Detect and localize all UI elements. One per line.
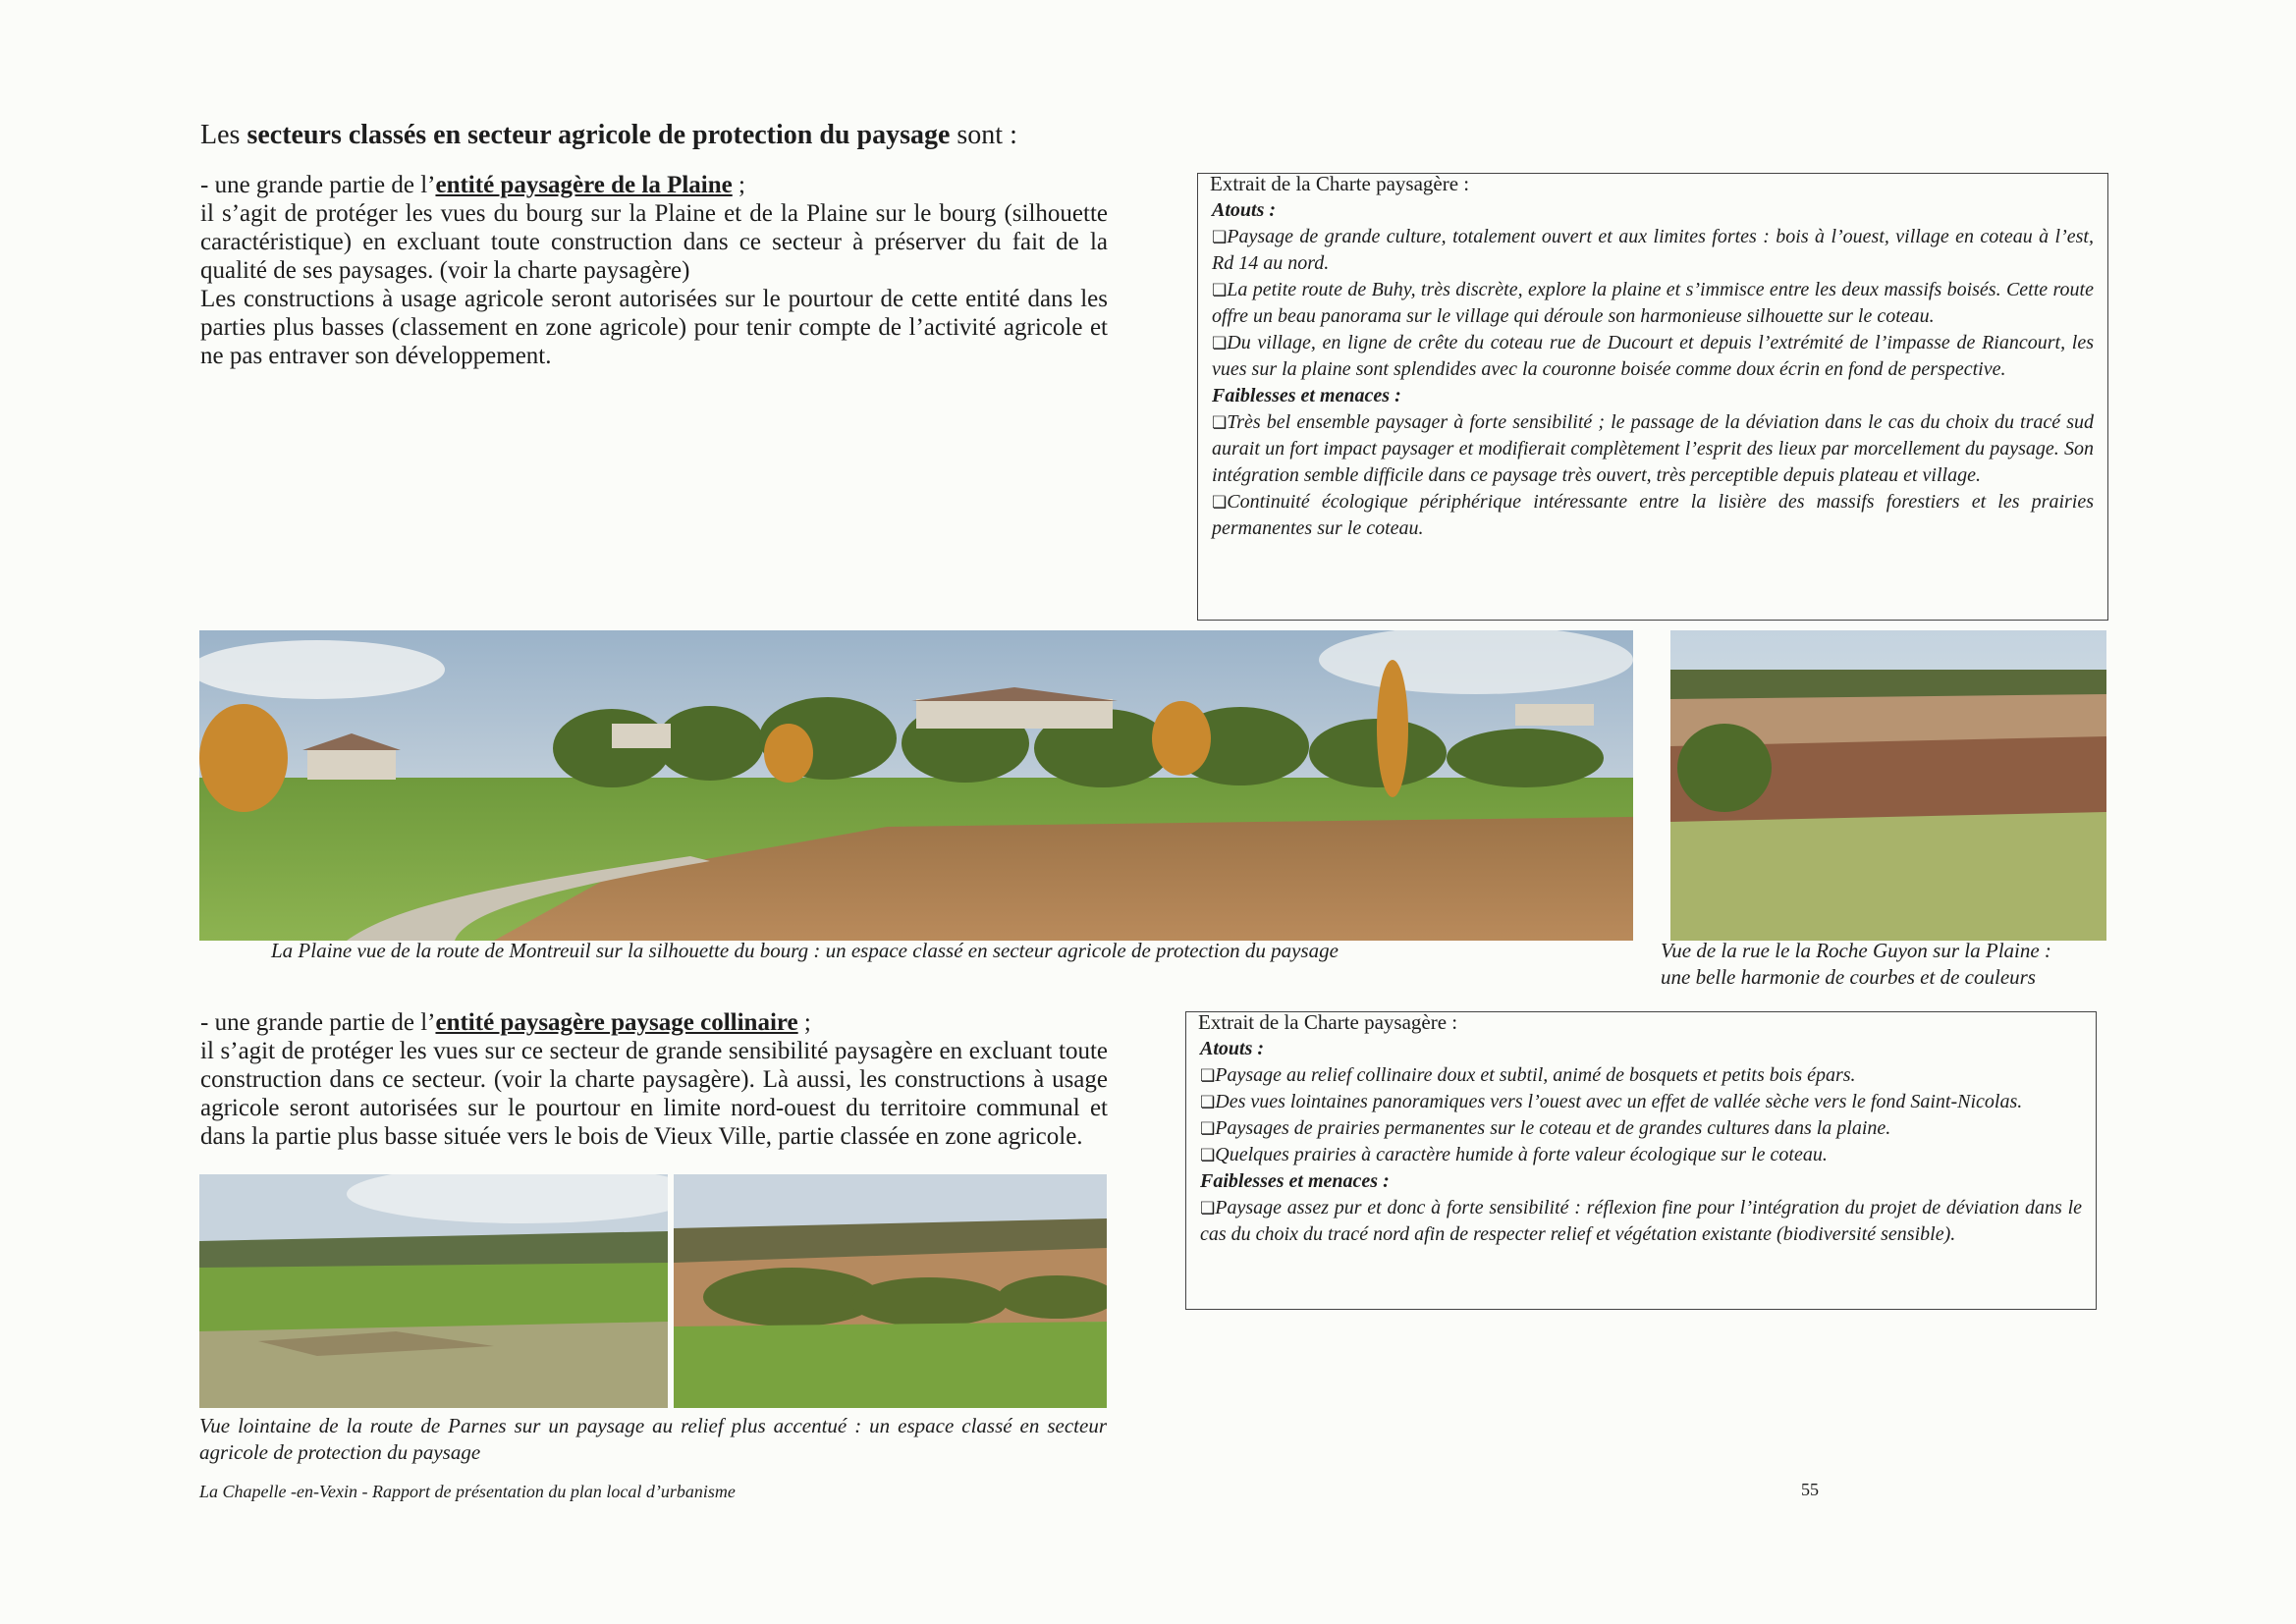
faiblesses-label: Faiblesses et menaces :: [1200, 1170, 1390, 1192]
atout-item: ❏ Paysage au relief collinaire doux et subtil, animé de bosquets et petits bois épars.: [1200, 1062, 2082, 1089]
atout-item: ❏ Paysage de grande culture, totalement ouvert et aux limites fortes : bois à l’ouest, village en coteau à l’est, Rd 14 au nord.: [1212, 224, 2094, 277]
section-collinaire-intro: - une grande partie de l’entité paysagère paysage collinaire ;: [200, 1009, 811, 1036]
entite-collinaire-link: entité paysagère paysage collinaire: [435, 1009, 798, 1036]
footer-document-title: La Chapelle -en-Vexin - Rapport de présentation du plan local d’urbanisme: [199, 1482, 736, 1501]
page-heading: [200, 120, 1017, 151]
charte-extract-plaine: [1197, 173, 2108, 621]
roche-guyon-photo: [1670, 630, 2106, 941]
atout-item: ❏ Du village, en ligne de crête du coteau rue de Ducourt et depuis l’extrémité de l’impasse de Riancourt, les vues sur la plaine sont splendides avec la couronne boisée comme doux écrin en fond de perspective.: [1212, 330, 2094, 383]
charte-title: Extrait de la Charte paysagère :: [1210, 172, 1470, 195]
atouts-label: Atouts :: [1212, 199, 1277, 221]
atout-item: ❏ La petite route de Buhy, très discrète, explore la plaine et s’immisce entre les deux massifs boisés. Cette route offre un beau panorama sur le village qui déroule son harmonieuse silhouette sur le coteau.: [1212, 277, 2094, 330]
section-plaine-body2: Les constructions à usage agricole seront autorisées sur le pourtour de cette entité dans les parties plus basses (classement en zone agricole) pour tenir compte de l’activité agricole et ne pas entraver son développement.: [200, 286, 1108, 369]
section-plaine-text: [200, 171, 1108, 370]
roche-caption: [1661, 938, 2051, 991]
roche-caption-line1: Vue de la rue le la Roche Guyon sur la Plaine :: [1661, 939, 2051, 962]
entite-plaine-link: entité paysagère de la Plaine: [435, 172, 733, 198]
roche-caption-line2: une belle harmonie de courbes et de couleurs: [1661, 965, 2036, 989]
faiblesses-label: Faiblesses et menaces :: [1212, 385, 1401, 406]
page-number: 55: [1801, 1480, 1819, 1499]
parnes-photo-right: [674, 1174, 1107, 1408]
atout-item: ❏ Paysages de prairies permanentes sur le coteau et de grandes cultures dans la plaine.: [1200, 1115, 2082, 1142]
heading-pre: Les: [200, 120, 247, 150]
atouts-label: Atouts :: [1200, 1038, 1265, 1059]
section-collinaire-text: [200, 1008, 1108, 1151]
atout-item: ❏ Quelques prairies à caractère humide à forte valeur écologique sur le coteau.: [1200, 1142, 2082, 1168]
charte-extract-collinaire: [1185, 1011, 2097, 1310]
heading-bold: secteurs classés en secteur agricole de protection du paysage: [246, 120, 951, 150]
section-plaine-body: il s’agit de protéger les vues du bourg sur la Plaine et de la Plaine sur le bourg (silhouette caractéristique) en excluant toute construction dans ce secteur à préserver du fait de la qualité de ses paysages. (voir la charte paysagère): [200, 200, 1108, 284]
panorama-plaine-photo: [199, 630, 1633, 941]
parnes-caption: Vue lointaine de la route de Parnes sur un paysage au relief plus accentué : un espace classé en secteur agricole de protection du paysage: [199, 1414, 1107, 1464]
faiblesse-item: ❏ Continuité écologique périphérique intéressante entre la lisière des massifs forestiers et les prairies permanentes sur le coteau.: [1212, 489, 2094, 542]
section-collinaire-body: il s’agit de protéger les vues sur ce secteur de grande sensibilité paysagère en excluant toute construction dans ce secteur. (voir la charte paysagère). Là aussi, les constructions à usage agricole seront autorisées sur le pourtour en limite nord-ouest du territoire communal et dans la partie plus basse située vers le bois de Vieux Ville, partie classée en zone agricole.: [200, 1038, 1108, 1150]
atout-item: ❏ Des vues lointaines panoramiques vers l’ouest avec un effet de vallée sèche vers le fond Saint-Nicolas.: [1200, 1089, 2082, 1115]
faiblesse-item: ❏ Très bel ensemble paysager à forte sensibilité ; le passage de la déviation dans le cas du choix du tracé sud aurait un fort impact paysager et modifierait complètement l’esprit des lieux par morcellement du paysage. Son intégration semble difficile dans ce paysage très ouvert, très perceptible depuis plateau et village.: [1212, 409, 2094, 489]
faiblesse-item: ❏ Paysage assez pur et donc à forte sensibilité : réflexion fine pour l’intégration du projet de déviation dans le cas du choix du tracé nord afin de respecter relief et végétation existante (biodiversité sensible).: [1200, 1195, 2082, 1248]
heading-post: sont :: [950, 120, 1017, 150]
panorama-caption: La Plaine vue de la route de Montreuil sur la silhouette du bourg : un espace classé en secteur agricole de protection du paysage: [271, 939, 1339, 962]
parnes-photo-left: [199, 1174, 668, 1408]
charte-title: Extrait de la Charte paysagère :: [1198, 1010, 1458, 1034]
section-plaine-intro: - une grande partie de l’entité paysagère de la Plaine ;: [200, 172, 745, 198]
